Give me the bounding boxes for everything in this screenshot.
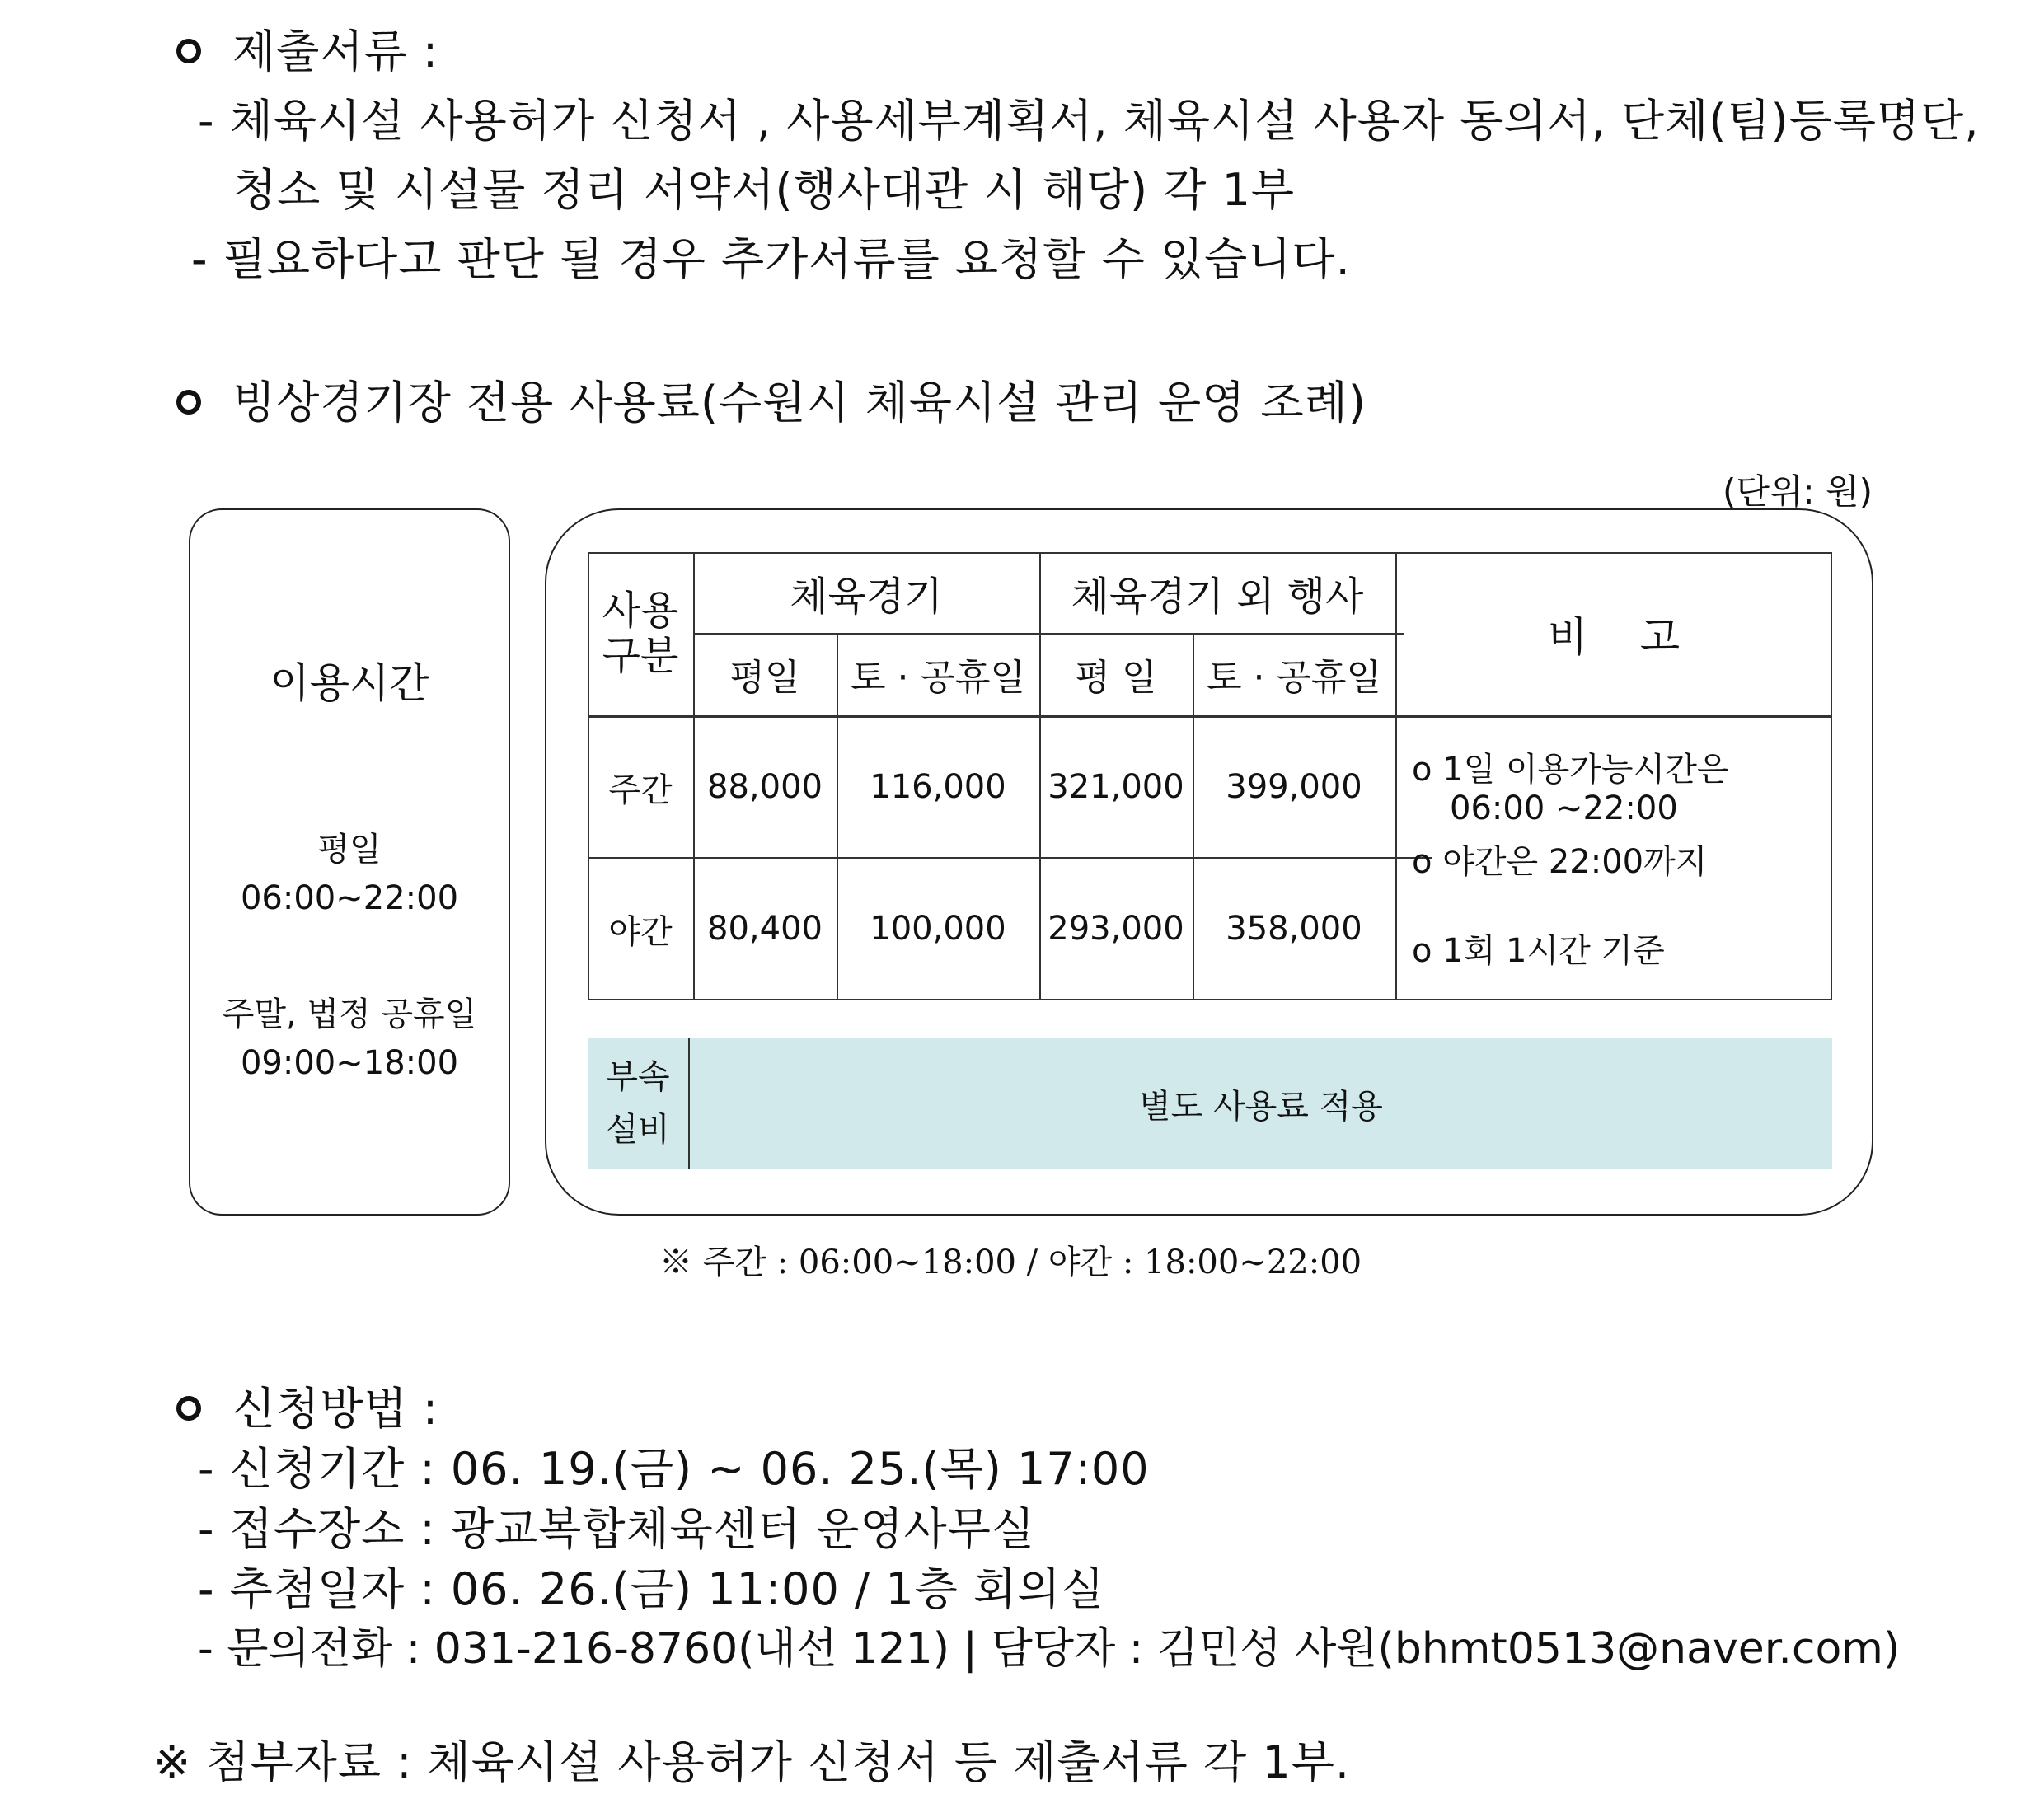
fee-table xyxy=(588,552,1832,1000)
remark-2: o 야간은 22:00까지 xyxy=(1412,843,1708,881)
row-day-value: 116,000 xyxy=(870,768,1006,806)
header-remarks: 비 고 xyxy=(1547,613,1681,661)
accessory-row xyxy=(588,1038,1832,1169)
circle-bullet-icon xyxy=(176,39,201,63)
row-night-value: 293,000 xyxy=(1048,910,1184,948)
header-weekday: 평일 xyxy=(729,657,800,699)
usage-time-box xyxy=(189,508,510,1216)
weekend-time: 09:00~18:00 xyxy=(240,1044,459,1082)
header-holiday-2: 토 · 공휴일 xyxy=(1207,657,1381,699)
attachment-note: ※ 첨부자료 : 체육시설 사용허가 신청서 등 제출서류 각 1부. xyxy=(153,1736,1351,1788)
row-night-label: 야간 xyxy=(608,912,673,951)
row-day-value: 321,000 xyxy=(1048,768,1184,806)
header-non-sports: 체육경기 외 행사 xyxy=(1071,573,1364,620)
row-day-label: 주간 xyxy=(608,771,673,809)
unit-label: (단위: 원) xyxy=(1723,471,1873,512)
circle-bullet-icon xyxy=(176,390,201,415)
remark-1b: 06:00 ~22:00 xyxy=(1450,789,1678,827)
weekend-label: 주말, 법정 공휴일 xyxy=(222,995,477,1033)
circle-bullet-icon xyxy=(176,1396,201,1421)
row-night-value: 358,000 xyxy=(1226,910,1362,948)
apply-item: - 추첨일자 : 06. 26.(금) 11:00 / 1층 회의실 xyxy=(198,1563,1105,1615)
apply-item: - 문의전화 : 031-216-8760(내선 121) | 담당자 : 김민성 사원(bhmt0513@naver.com) xyxy=(198,1624,1901,1674)
row-day-value: 88,000 xyxy=(707,768,823,806)
header-category: 사용 구분 xyxy=(602,587,679,679)
row-day-value: 399,000 xyxy=(1226,768,1362,806)
row-night-value: 100,000 xyxy=(870,910,1006,948)
remark-3: o 1회 1시간 기준 xyxy=(1412,932,1665,970)
header-holiday: 토 · 공휴일 xyxy=(851,657,1025,699)
remark-1: o 1일 이용가능시간은 xyxy=(1412,751,1729,789)
docs-line-2: 청소 및 시설물 정리 서약서(행사대관 시 해당) 각 1부 xyxy=(233,164,1296,216)
apply-item: - 신청기간 : 06. 19.(금) ~ 06. 25.(목) 17:00 xyxy=(198,1443,1150,1495)
accessory-value: 별도 사용료 적용 xyxy=(1139,1087,1383,1126)
weekday-label: 평일 xyxy=(317,831,382,869)
accessory-label: 부속 설비 xyxy=(606,1058,670,1149)
time-footnote: ※ 주간 : 06:00~18:00 / 야간 : 18:00~22:00 xyxy=(659,1244,1362,1281)
header-weekday-2: 평 일 xyxy=(1075,657,1157,699)
docs-title: 제출서류 : xyxy=(176,30,438,74)
docs-line-1: - 체육시설 사용허가 신청서 , 사용세부계획서, 체육시설 사용자 동의서, 단체(팀)등록명단, xyxy=(198,95,1980,147)
header-sports: 체육경기 xyxy=(790,573,943,620)
docs-line-3: - 필요하다고 판단 될 경우 추가서류를 요청할 수 있습니다. xyxy=(191,233,1351,285)
apply-item: - 접수장소 : 광교복합체육센터 운영사무실 xyxy=(198,1503,1036,1555)
fee-title: 빙상경기장 전용 사용료(수원시 체육시설 관리 운영 조례) xyxy=(176,381,1367,425)
weekday-time: 06:00~22:00 xyxy=(240,879,459,917)
time-box-title: 이용시간 xyxy=(270,659,429,707)
apply-title: 신청방법 : xyxy=(176,1387,438,1431)
row-night-value: 80,400 xyxy=(707,910,823,948)
